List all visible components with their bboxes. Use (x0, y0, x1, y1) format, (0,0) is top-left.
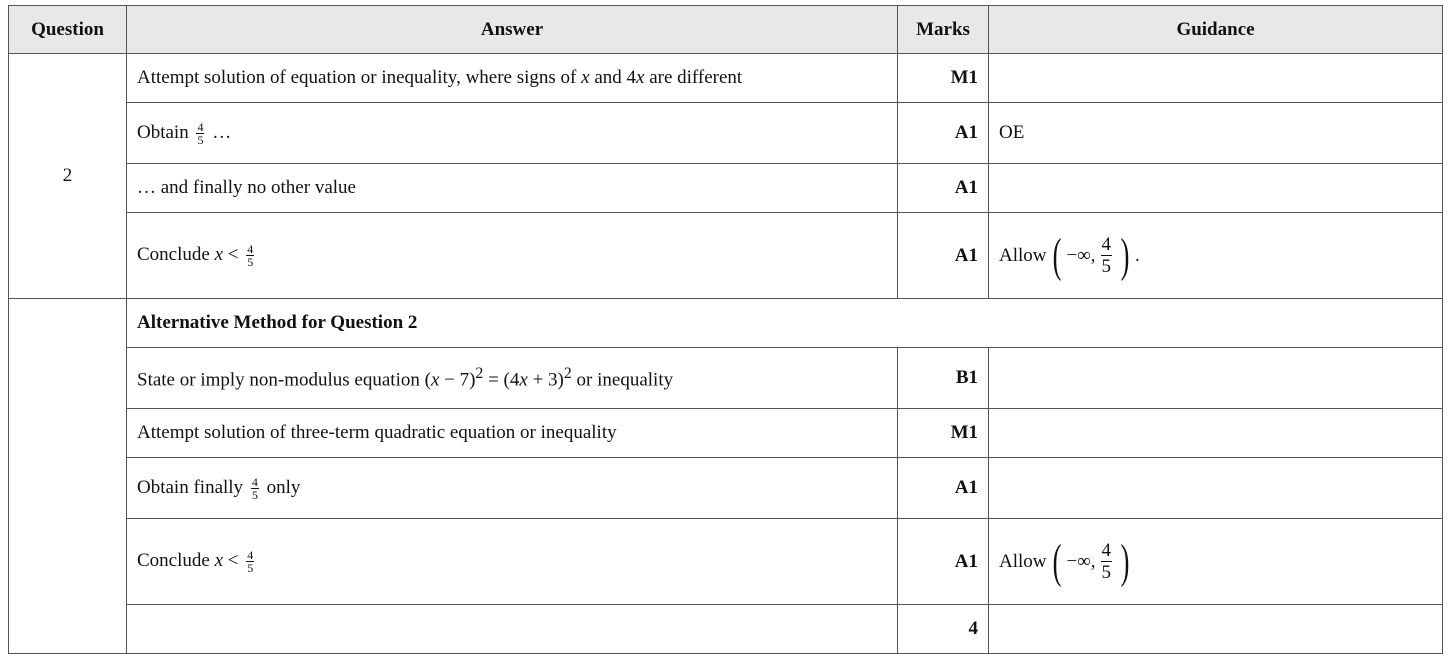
table-row (9, 164, 1443, 213)
total-row (9, 605, 1443, 654)
fraction: $\frac{4}{5}$ (247, 548, 254, 575)
mark-cell: A1 (898, 213, 989, 299)
alt-method-row (9, 299, 1443, 348)
table-row (9, 103, 1443, 164)
table-row (9, 213, 1443, 299)
question-number: 2 (9, 54, 127, 299)
mark-cell: A1 (898, 103, 989, 164)
fraction: $\frac{4}{5}$ (251, 474, 258, 502)
header-marks: Marks (898, 6, 989, 54)
guidance-cell: OE (989, 103, 1443, 164)
table-row (9, 348, 1443, 409)
guidance-cell (989, 409, 1443, 458)
answer-cell: Attempt solution of equation or inequality, where signs of x and 4x are different (127, 54, 898, 103)
table-row (9, 458, 1443, 519)
mark-cell: A1 (898, 458, 989, 519)
header-guidance: Guidance (989, 6, 1443, 54)
header-answer: Answer (127, 6, 898, 54)
guidance-cell (989, 348, 1443, 409)
answer-cell: Conclude x < $\frac{4}{5}$ (127, 519, 898, 605)
mark-cell: M1 (898, 54, 989, 103)
answer-cell: State or imply non-modulus equation $(x - 7)^2 = (4x + 3)^2$ or inequality (127, 348, 898, 409)
guidance-cell (989, 164, 1443, 213)
answer-cell: Conclude x < $\frac{4}{5}$ (127, 213, 898, 299)
table-row (9, 54, 1443, 103)
fraction: $\frac{4}{5}$ (197, 119, 204, 147)
total-mark: 4 (898, 605, 989, 654)
header-question: Question (9, 6, 127, 54)
guidance-cell (989, 458, 1443, 519)
mark-cell: B1 (898, 348, 989, 409)
alt-method-heading: Alternative Method for Question 2 (127, 299, 1443, 348)
table-row (9, 519, 1443, 605)
answer-cell (127, 605, 898, 654)
fraction: $\frac{4}{5}$ (1101, 234, 1111, 277)
guidance-cell (989, 54, 1443, 103)
guidance-cell: Allow ( −∞, $\frac{4}{5}$ ) . (989, 213, 1443, 299)
table-row (9, 409, 1443, 458)
mark-cell: A1 (898, 164, 989, 213)
mark-cell: M1 (898, 409, 989, 458)
mark-scheme-table (8, 5, 1443, 654)
answer-cell: Attempt solution of three-term quadratic equation or inequality (127, 409, 898, 458)
answer-cell: … and finally no other value (127, 164, 898, 213)
fraction: $\frac{4}{5}$ (247, 242, 254, 269)
mark-cell: A1 (898, 519, 989, 605)
guidance-cell: Allow ( −∞, $\frac{4}{5}$ ) (989, 519, 1443, 605)
answer-cell: Obtain finally $\frac{4}{5}$ only (127, 458, 898, 519)
guidance-cell (989, 605, 1443, 654)
answer-cell: Obtain $\frac{4}{5}$ … (127, 103, 898, 164)
header-row (9, 6, 1443, 54)
question-cell-empty (9, 299, 127, 654)
fraction: $\frac{4}{5}$ (1101, 540, 1111, 583)
